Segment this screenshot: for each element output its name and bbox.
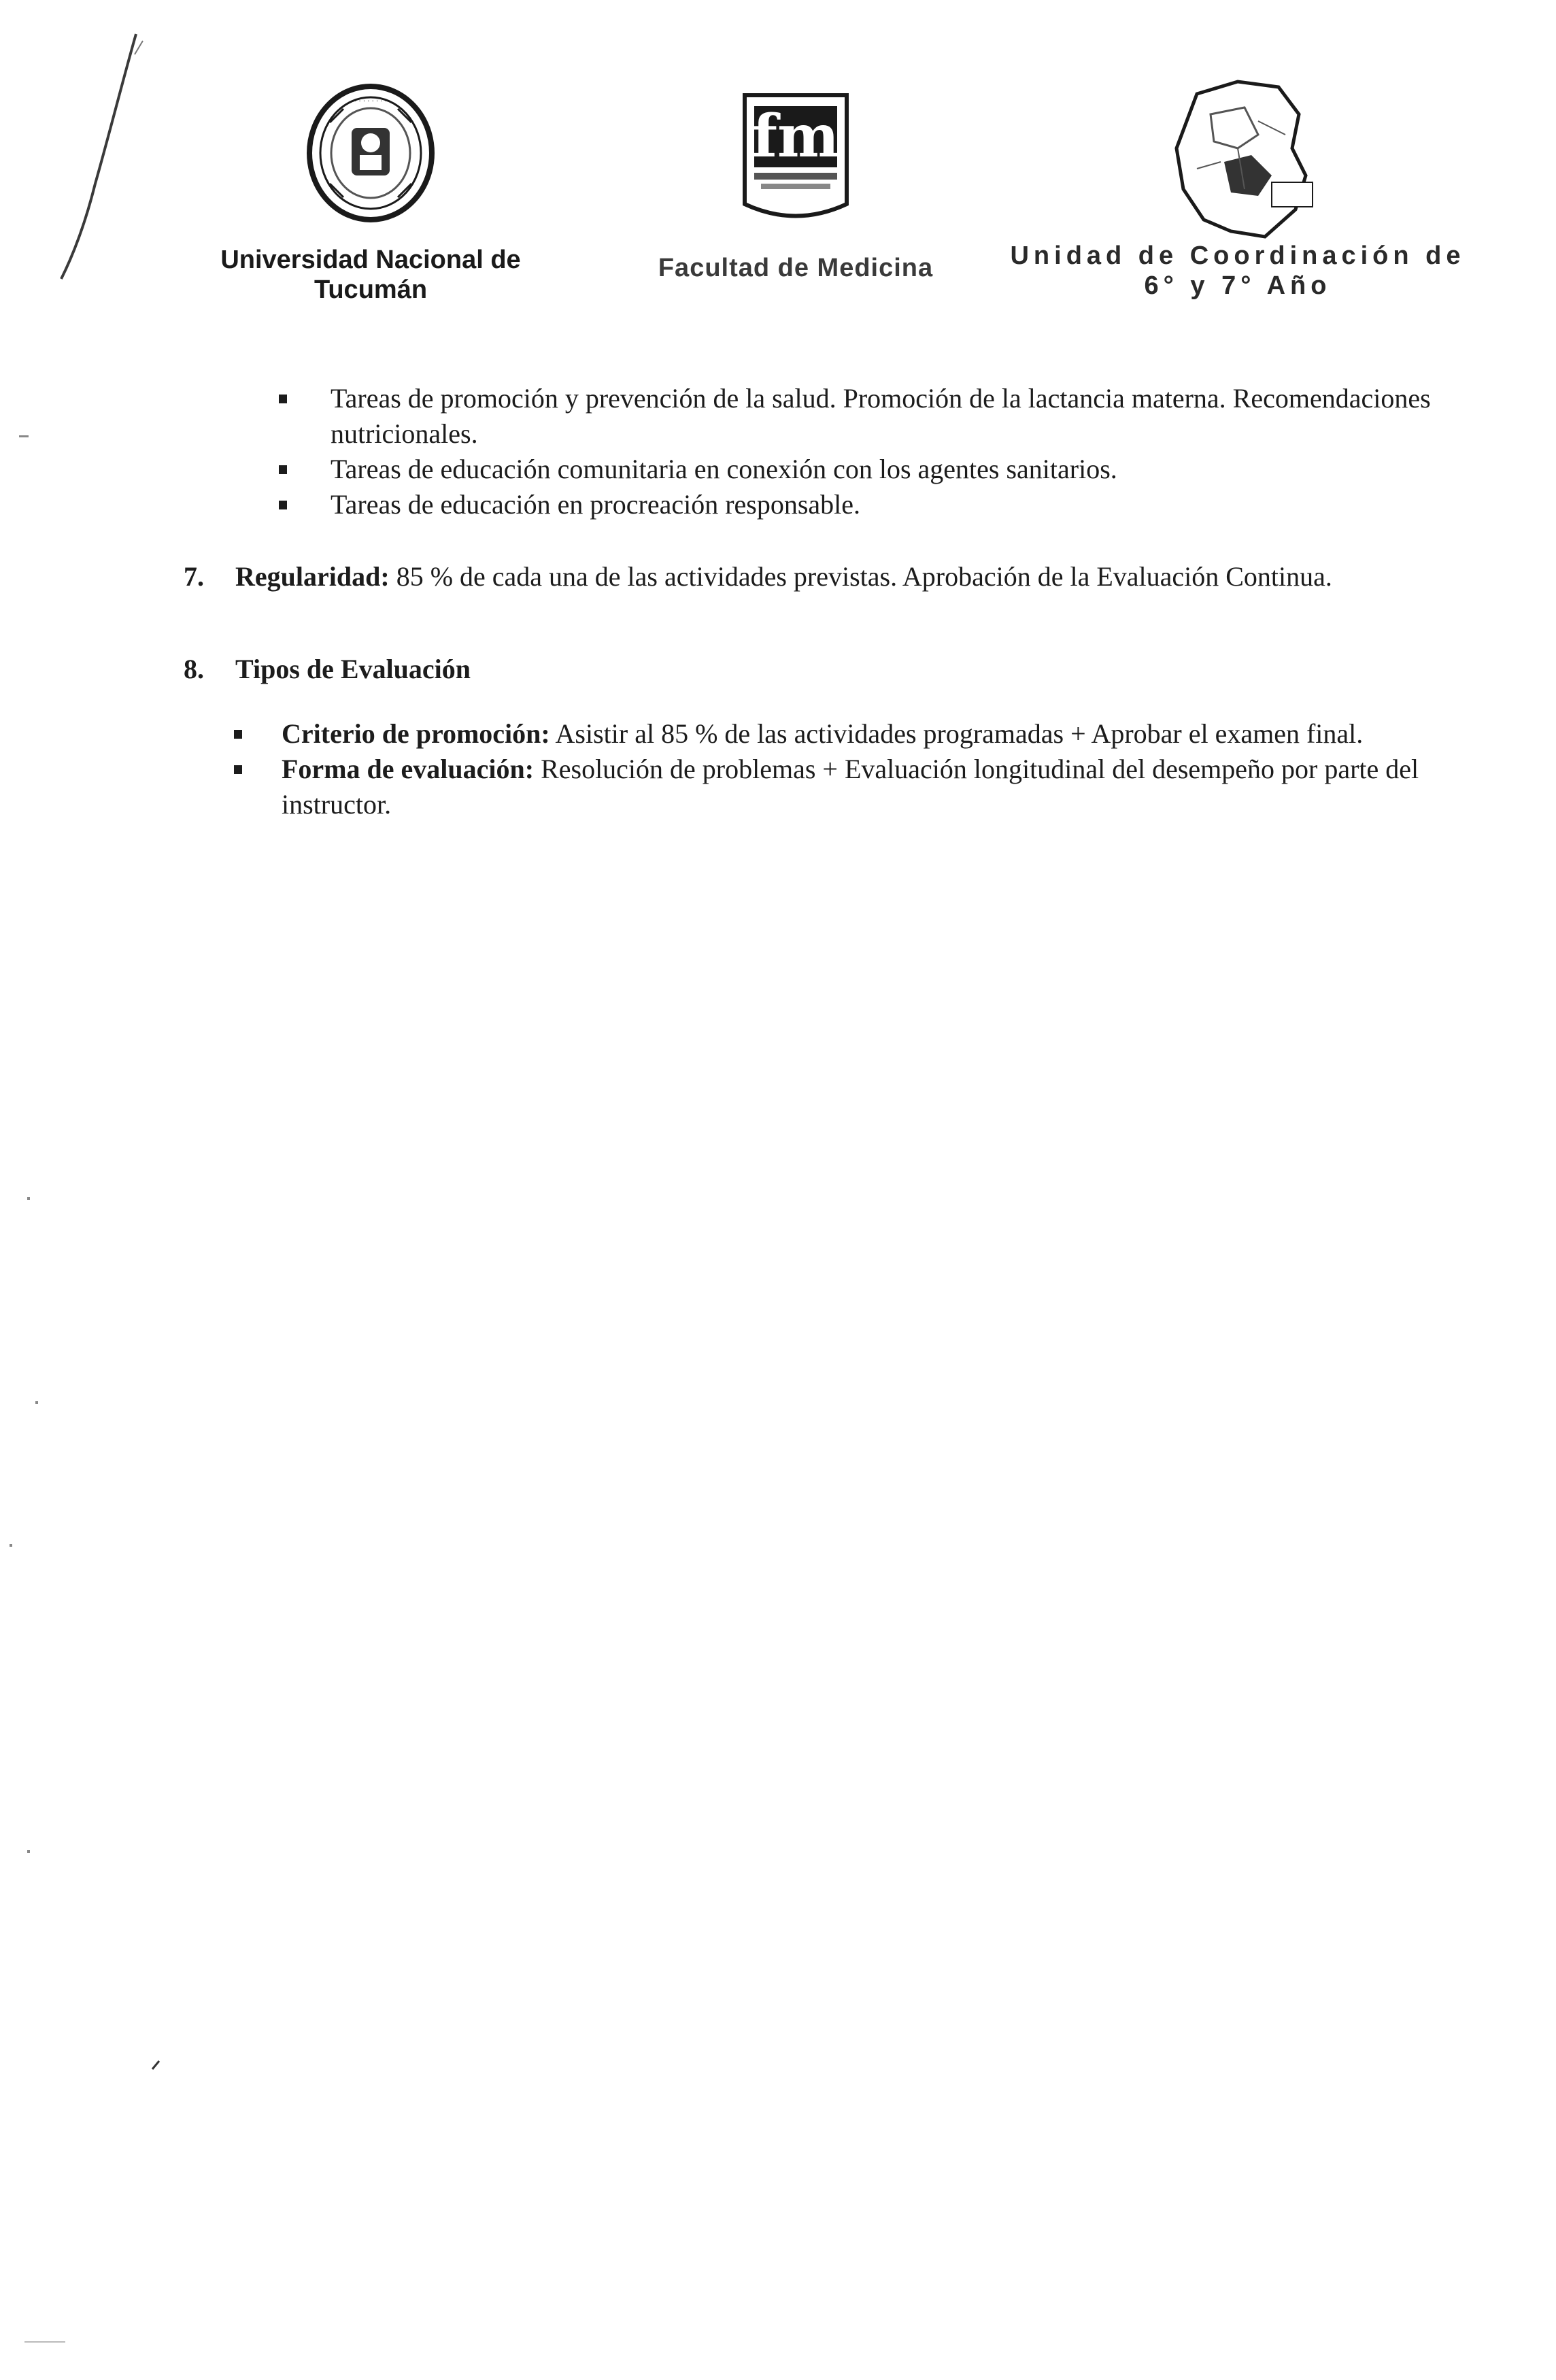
list-item bbox=[279, 452, 1496, 487]
section-number: 8. bbox=[184, 654, 204, 684]
scan-artifact-line bbox=[41, 27, 150, 286]
bullet-icon bbox=[279, 501, 287, 509]
section-regularidad bbox=[184, 559, 1548, 594]
university-seal-icon bbox=[303, 82, 439, 224]
unit-name-line1: Unidad de Coordinación de bbox=[1010, 241, 1466, 270]
list-item-label: Forma de evaluación: bbox=[282, 754, 535, 784]
unit-name bbox=[979, 241, 1496, 301]
section-title: Regularidad: bbox=[235, 561, 390, 592]
scan-speck bbox=[35, 1401, 38, 1404]
section-title: Tipos de Evaluación bbox=[235, 654, 471, 684]
faculty-logo-block bbox=[598, 88, 993, 283]
list-item-text: Resolución de problemas + Evaluación longitudinal del desempeño por parte del instructor. bbox=[282, 754, 1419, 820]
bullet-icon bbox=[279, 395, 287, 403]
scan-speck bbox=[27, 1197, 30, 1200]
list-item-text: Tareas de educación comunitaria en conexión con los agentes sanitarios. bbox=[331, 454, 1117, 484]
section-tipos-evaluacion bbox=[184, 652, 1548, 687]
scan-speck bbox=[19, 435, 29, 437]
section-text: 85 % de cada una de las actividades previstas. Aprobación de la Evaluación Continua. bbox=[396, 561, 1332, 592]
list-item bbox=[234, 752, 1496, 822]
list-item-text: Asistir al 85 % de las actividades programadas + Aprobar el examen final. bbox=[555, 718, 1364, 749]
bullet-icon bbox=[279, 465, 287, 474]
bullet-icon bbox=[234, 765, 242, 774]
unit-logo-block bbox=[979, 73, 1496, 301]
list-item bbox=[234, 716, 1496, 752]
list-item-text: Tareas de educación en procreación responsable. bbox=[331, 489, 861, 520]
unit-name-line2: 6° y 7° Año bbox=[1144, 271, 1332, 300]
scan-speck bbox=[10, 1544, 12, 1547]
university-name-line2: Tucumán bbox=[314, 275, 428, 304]
list-item-label: Criterio de promoción: bbox=[282, 718, 550, 749]
province-map-icon bbox=[1156, 73, 1319, 244]
scan-speck bbox=[24, 2341, 65, 2343]
svg-text:fm: fm bbox=[752, 102, 839, 171]
section-number: 7. bbox=[184, 561, 204, 592]
scan-mark bbox=[150, 2058, 163, 2072]
university-logo-block bbox=[170, 82, 571, 305]
scan-speck bbox=[27, 1850, 30, 1853]
university-name bbox=[170, 245, 571, 305]
faculty-logo-icon bbox=[738, 88, 853, 224]
list-item bbox=[279, 381, 1496, 452]
intro-bullet-list bbox=[279, 381, 1496, 522]
list-item-text: Tareas de promoción y prevención de la salud. Promoción de la lactancia materna. Recomendaciones nutricionales. bbox=[331, 383, 1431, 449]
list-item bbox=[279, 487, 1496, 522]
svg-text:· · · · · · · ·: · · · · · · · · bbox=[354, 98, 387, 105]
university-name-line1: Universidad Nacional de bbox=[220, 246, 521, 274]
evaluation-list bbox=[234, 716, 1496, 822]
faculty-name: Facultad de Medicina bbox=[658, 254, 934, 282]
bullet-icon bbox=[234, 730, 242, 739]
